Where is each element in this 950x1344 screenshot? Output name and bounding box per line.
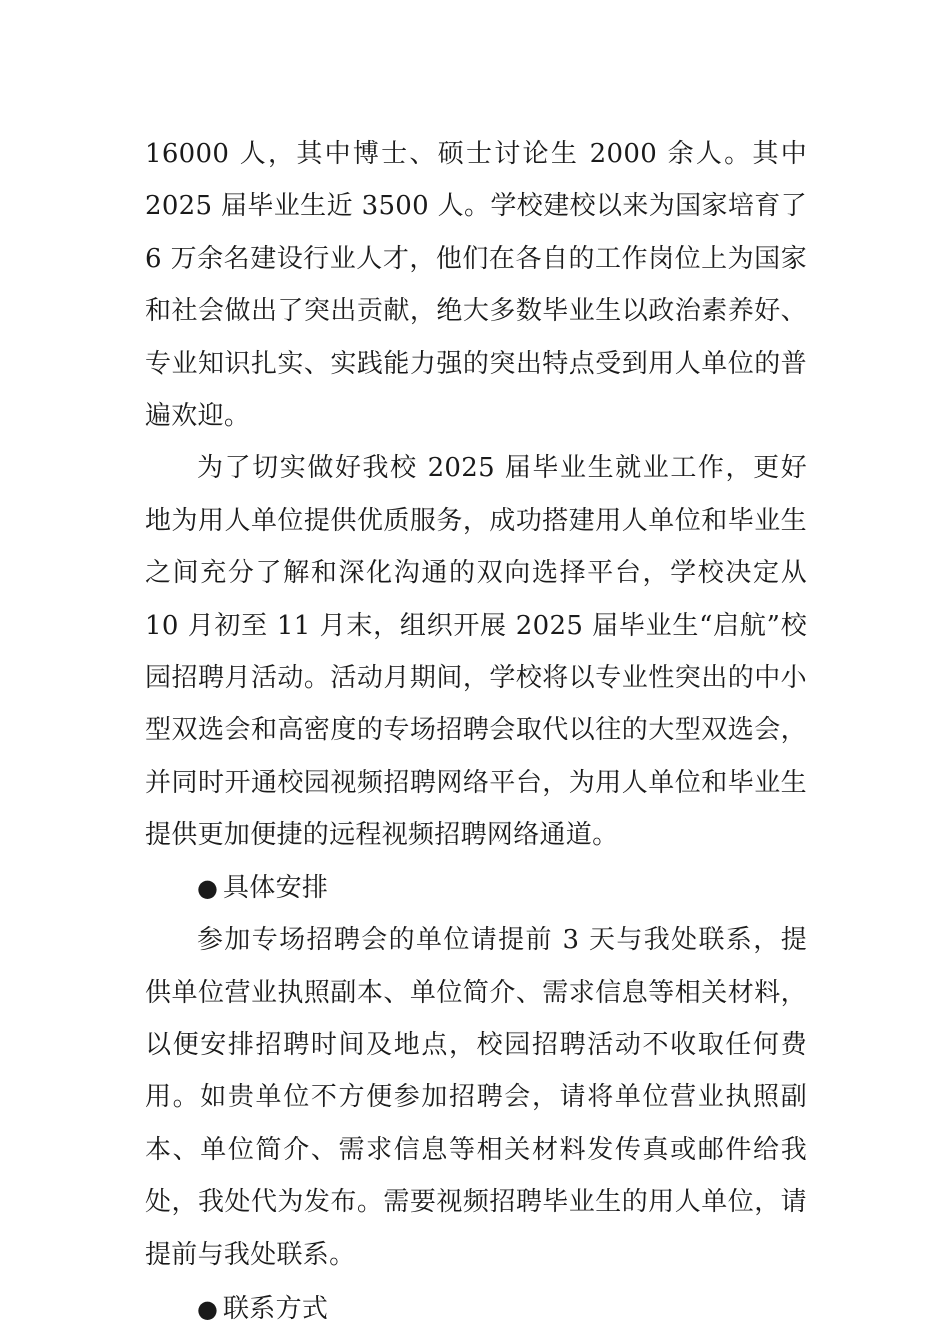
contact-heading-label: 联系方式 (223, 1293, 329, 1324)
contact-heading (145, 1283, 807, 1335)
document-body (145, 128, 807, 1335)
intro-paragraph: 16000 人，其中博士、硕士讨论生 2000 余人。其中 2025 届毕业生近 3500 人。学校建校以来为国家培育了 6 万余名建设行业人才，他们在各自的工作岗位上为国家和社会做出了突出贡献，绝大多数毕业生以政治素养好、专业知识扎实、实践能力强的突出特点受到用人单位的普遍欢迎。 (145, 139, 807, 432)
arrangement-heading (145, 862, 807, 914)
activity-paragraph: 为了切实做好我校 2025 届毕业生就业工作，更好地为用人单位提供优质服务，成功搭建用人单位和毕业生之间充分了解和深化沟通的双向选择平台，学校决定从 10 月初至 11 月末，组织开展 2025 届毕业生“启航”校园招聘月活动。活动月期间，学校将以专业性突出的中小型双选会和高密度的专场招聘会取代以往的大型双选会，并同时开通校园视频招聘网络平台，为用人单位和毕业生提供更加便捷的远程视频招聘网络通道。 (145, 453, 807, 851)
bullet-icon: ● (197, 873, 219, 902)
bullet-icon: ● (197, 1294, 219, 1323)
arrangement-paragraph: 参加专场招聘会的单位请提前 3 天与我处联系，提供单位营业执照副本、单位简介、需求信息等相关材料，以便安排招聘时间及地点，校园招聘活动不收取任何费用。如贵单位不方便参加招聘会，请将单位营业执照副本、单位简介、需求信息等相关材料发传真或邮件给我处，我处代为发布。需要视频招聘毕业生的用人单位，请提前与我处联系。 (145, 925, 807, 1270)
arrangement-heading-label: 具体安排 (223, 872, 329, 903)
